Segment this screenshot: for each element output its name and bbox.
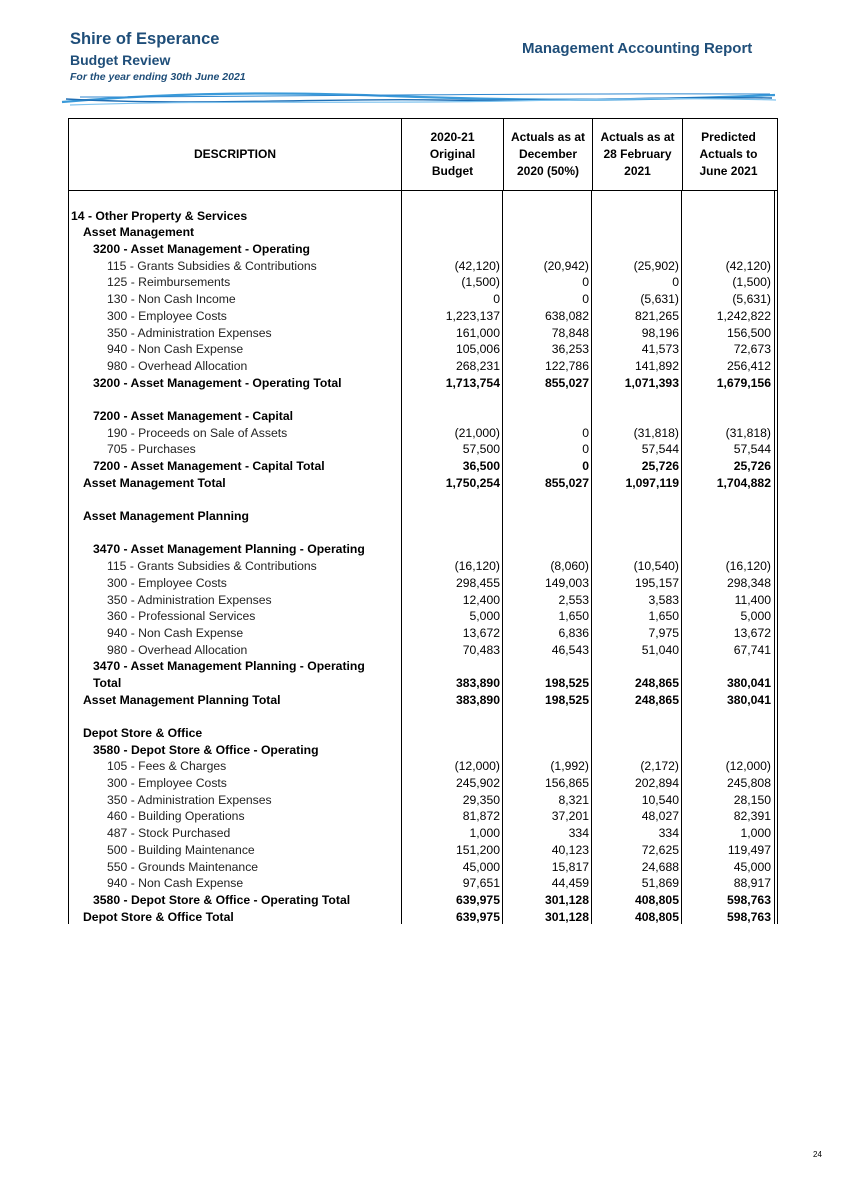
table-row [69, 258, 777, 275]
row-description: 115 - Grants Subsidies & Contributions [107, 559, 317, 574]
row-value: 245,902 [455, 776, 500, 791]
row-value: 81,872 [462, 809, 500, 824]
row-value: 13,672 [733, 625, 771, 640]
row-description: 940 - Non Cash Expense [107, 876, 244, 891]
table-body [69, 191, 777, 924]
row-value: 5,000 [469, 609, 500, 624]
row-value: 57,500 [462, 442, 500, 457]
row-value: 10,540 [641, 792, 679, 807]
row-value: 2,553 [558, 592, 589, 607]
column-divider [774, 191, 775, 924]
row-value: 70,483 [462, 642, 500, 657]
row-value: 245,808 [726, 776, 771, 791]
row-value: 98,196 [641, 325, 679, 340]
row-description: 7200 - Asset Management - Capital Total [93, 459, 325, 473]
row-value: 15,817 [551, 859, 589, 874]
header-wave-decoration [60, 88, 780, 112]
table-row [69, 859, 777, 876]
row-value: (12,000) [454, 759, 500, 774]
table-header [69, 119, 777, 191]
row-description: Depot Store & Office [83, 726, 203, 740]
row-description: 940 - Non Cash Expense [107, 625, 244, 640]
row-description: 300 - Employee Costs [107, 776, 227, 791]
row-value: 0 [582, 275, 589, 290]
row-value: (12,000) [725, 759, 771, 774]
row-value: 301,128 [544, 909, 589, 924]
total-row [69, 375, 777, 392]
spacer-row [69, 491, 777, 508]
row-value: 855,027 [544, 375, 589, 390]
row-value: (2,172) [640, 759, 679, 774]
row-description: 940 - Non Cash Expense [107, 342, 244, 357]
table-row [69, 441, 777, 458]
row-value: 598,763 [726, 909, 771, 924]
row-description: Asset Management Planning [83, 509, 249, 524]
row-value: 380,041 [726, 692, 771, 707]
row-value: 36,253 [551, 342, 589, 357]
row-value: 598,763 [726, 892, 771, 907]
spacer-row [69, 191, 777, 208]
row-value: 51,040 [641, 642, 679, 657]
row-value: 7,975 [648, 625, 679, 640]
row-value: 248,865 [634, 692, 679, 707]
row-value: 1,223,137 [445, 308, 500, 323]
row-description: 550 - Grounds Maintenance [107, 859, 259, 874]
row-description: 3470 - Asset Management Planning - Operating [93, 659, 365, 674]
row-value: 24,688 [641, 859, 679, 874]
row-value: 256,412 [726, 358, 771, 373]
row-description: 350 - Administration Expenses [107, 325, 272, 340]
row-description: 360 - Professional Services [107, 609, 256, 624]
table-row [69, 792, 777, 809]
row-description: 350 - Administration Expenses [107, 592, 272, 607]
row-value: (42,120) [454, 258, 500, 273]
row-value: 380,041 [726, 675, 771, 690]
row-value: 45,000 [733, 859, 771, 874]
total-row [69, 892, 777, 909]
column-divider [681, 191, 682, 924]
row-value: 41,573 [641, 342, 679, 357]
row-value: 268,231 [455, 358, 500, 373]
row-description: 3200 - Asset Management - Operating Total [93, 375, 342, 390]
row-value: 82,391 [733, 809, 771, 824]
row-description: 105 - Fees & Charges [107, 759, 227, 774]
row-value: (1,500) [461, 275, 500, 290]
spacer-row [69, 525, 777, 542]
document-subtitle: Budget Review [70, 52, 171, 68]
row-value: 37,201 [551, 809, 589, 824]
row-value: 301,128 [544, 892, 589, 907]
row-value: 0 [582, 292, 589, 307]
section-heading-row [69, 508, 777, 525]
table-row [69, 274, 777, 291]
section-heading-row [69, 725, 777, 742]
total-row [69, 475, 777, 492]
table-row [69, 842, 777, 859]
row-value: 639,975 [455, 892, 500, 907]
section-heading-row [69, 224, 777, 241]
row-value: 78,848 [551, 325, 589, 340]
section-heading-row [69, 742, 777, 759]
row-value: (31,818) [725, 425, 771, 440]
row-description: 190 - Proceeds on Sale of Assets [107, 425, 288, 440]
row-description: 7200 - Asset Management - Capital [93, 408, 294, 423]
row-value: (1,992) [550, 759, 589, 774]
section-heading-row [69, 541, 777, 558]
table-row [69, 825, 777, 842]
row-value: 1,000 [469, 826, 500, 841]
row-value: 88,917 [733, 876, 771, 891]
row-value: 0 [672, 275, 679, 290]
row-value: 383,890 [455, 692, 500, 707]
row-description: Asset Management Planning Total [83, 692, 281, 707]
row-value: 1,713,754 [445, 375, 500, 390]
row-description: 705 - Purchases [107, 442, 196, 457]
row-description: 14 - Other Property & Services [71, 208, 248, 223]
row-value: 5,000 [740, 609, 771, 624]
reporting-period: For the year ending 30th June 2021 [70, 71, 246, 83]
row-value: (1,500) [732, 275, 771, 290]
spacer-row [69, 391, 777, 408]
row-value: 1,000 [740, 826, 771, 841]
col-header-actuals-december: Actuals as at December 2020 (50%) [503, 119, 592, 190]
row-value: 105,006 [455, 342, 500, 357]
row-description: 500 - Building Maintenance [107, 842, 255, 857]
row-value: 0 [493, 292, 500, 307]
row-value: 72,625 [641, 842, 679, 857]
row-value: 6,836 [558, 625, 589, 640]
section-heading-row [69, 658, 777, 675]
organisation-name: Shire of Esperance [70, 30, 220, 48]
row-value: 28,150 [733, 792, 771, 807]
row-description: 460 - Building Operations [107, 809, 245, 824]
row-value: 161,000 [455, 325, 500, 340]
row-value: 8,321 [558, 792, 589, 807]
row-description: 3580 - Depot Store & Office - Operating Total [93, 892, 351, 907]
row-description: 300 - Employee Costs [107, 308, 227, 323]
report-title: Management Accounting Report [522, 40, 753, 57]
row-value: 122,786 [544, 358, 589, 373]
row-description: 3200 - Asset Management - Operating [93, 242, 310, 257]
row-description: Depot Store & Office Total [83, 909, 234, 924]
row-value: 248,865 [634, 675, 679, 690]
row-value: 1,679,156 [716, 375, 771, 390]
col-header-actuals-february: Actuals as at 28 February 2021 [592, 119, 682, 190]
col-header-description: DESCRIPTION [193, 147, 276, 161]
row-value: (16,120) [454, 559, 500, 574]
row-value: 1,097,119 [625, 475, 679, 490]
row-value: 855,027 [544, 475, 589, 490]
total-row [69, 675, 777, 692]
row-value: (5,631) [732, 292, 771, 307]
row-description: 125 - Reimbursements [107, 275, 231, 290]
row-value: 51,869 [641, 876, 679, 891]
row-value: 3,583 [648, 592, 679, 607]
row-value: 195,157 [634, 575, 679, 590]
row-value: 0 [582, 442, 589, 457]
row-value: 141,892 [634, 358, 679, 373]
table-row [69, 775, 777, 792]
table-row [69, 308, 777, 325]
row-value: (25,902) [633, 258, 679, 273]
row-value: 156,500 [726, 325, 771, 340]
section-heading-row [69, 208, 777, 225]
row-value: 1,650 [648, 609, 679, 624]
row-value: 151,200 [455, 842, 500, 857]
row-value: 1,750,254 [445, 475, 500, 490]
row-value: 821,265 [634, 308, 679, 323]
row-description: Total [93, 675, 122, 690]
row-value: 156,865 [544, 776, 589, 791]
spacer-row [69, 708, 777, 725]
page-number: 24 [813, 1150, 822, 1159]
row-description: 130 - Non Cash Income [107, 292, 236, 307]
row-value: 72,673 [733, 342, 771, 357]
row-description: 980 - Overhead Allocation [107, 642, 248, 657]
row-value: 408,805 [634, 909, 679, 924]
row-value: 57,544 [733, 442, 771, 457]
table-row [69, 642, 777, 659]
row-value: (21,000) [454, 425, 500, 440]
table-row [69, 625, 777, 642]
column-divider [502, 191, 503, 924]
row-description: 980 - Overhead Allocation [107, 358, 248, 373]
table-row [69, 341, 777, 358]
row-value: 0 [582, 425, 589, 440]
row-value: 298,455 [455, 575, 500, 590]
column-divider [401, 191, 402, 924]
row-value: 48,027 [641, 809, 679, 824]
row-description: 300 - Employee Costs [107, 575, 227, 590]
col-header-predicted-actuals: Predicted Actuals to June 2021 [682, 119, 774, 190]
table-row [69, 608, 777, 625]
row-value: (10,540) [633, 559, 679, 574]
row-value: 25,726 [641, 459, 679, 473]
row-value: 639,975 [455, 909, 500, 924]
row-description: 115 - Grants Subsidies & Contributions [107, 258, 317, 273]
row-description: Asset Management Total [83, 475, 226, 490]
row-value: 25,726 [733, 459, 771, 473]
budget-table [68, 118, 778, 924]
total-row [69, 458, 777, 475]
section-heading-row [69, 241, 777, 258]
row-description: 487 - Stock Purchased [107, 826, 231, 841]
row-description: 3470 - Asset Management Planning - Operating [93, 542, 365, 557]
row-description: 3580 - Depot Store & Office - Operating [93, 742, 319, 757]
row-value: 13,672 [462, 625, 500, 640]
row-value: 149,003 [544, 575, 589, 590]
row-value: (20,942) [543, 258, 589, 273]
table-row [69, 875, 777, 892]
row-value: 57,544 [641, 442, 679, 457]
col-header-original-budget: 2020-21 Original Budget [401, 119, 503, 190]
row-value: 334 [568, 826, 589, 841]
row-value: 408,805 [634, 892, 679, 907]
row-value: 1,242,822 [716, 308, 771, 323]
row-value: 45,000 [462, 859, 500, 874]
table-row [69, 575, 777, 592]
row-value: 638,082 [544, 308, 589, 323]
row-value: (42,120) [725, 258, 771, 273]
row-value: 383,890 [455, 675, 500, 690]
row-value: 0 [582, 459, 589, 473]
table-row [69, 808, 777, 825]
row-description: 350 - Administration Expenses [107, 792, 272, 807]
row-value: (8,060) [550, 559, 589, 574]
row-value: (5,631) [640, 292, 679, 307]
row-value: 1,650 [558, 609, 589, 624]
table-row [69, 425, 777, 442]
section-heading-row [69, 408, 777, 425]
row-value: (16,120) [725, 559, 771, 574]
row-value: 12,400 [462, 592, 500, 607]
row-value: 202,894 [634, 776, 679, 791]
row-value: 46,543 [551, 642, 589, 657]
row-value: 334 [658, 826, 679, 841]
row-value: 97,651 [462, 876, 500, 891]
row-value: 298,348 [726, 575, 771, 590]
table-row [69, 592, 777, 609]
row-value: 44,459 [551, 876, 589, 891]
row-value: 1,071,393 [624, 375, 679, 390]
column-divider [591, 191, 592, 924]
row-value: 11,400 [734, 592, 771, 607]
table-row [69, 558, 777, 575]
row-value: 119,497 [727, 842, 771, 857]
table-row [69, 758, 777, 775]
row-value: 40,123 [551, 842, 589, 857]
row-value: 198,525 [544, 675, 589, 690]
row-value: 1,704,882 [716, 475, 771, 490]
table-row [69, 358, 777, 375]
row-value: 67,741 [733, 642, 771, 657]
total-row [69, 909, 777, 926]
row-value: 198,525 [544, 692, 589, 707]
row-value: 29,350 [462, 792, 500, 807]
table-row [69, 291, 777, 308]
row-value: 36,500 [462, 459, 500, 473]
row-value: (31,818) [633, 425, 679, 440]
row-description: Asset Management [83, 225, 195, 240]
total-row [69, 692, 777, 709]
table-row [69, 325, 777, 342]
